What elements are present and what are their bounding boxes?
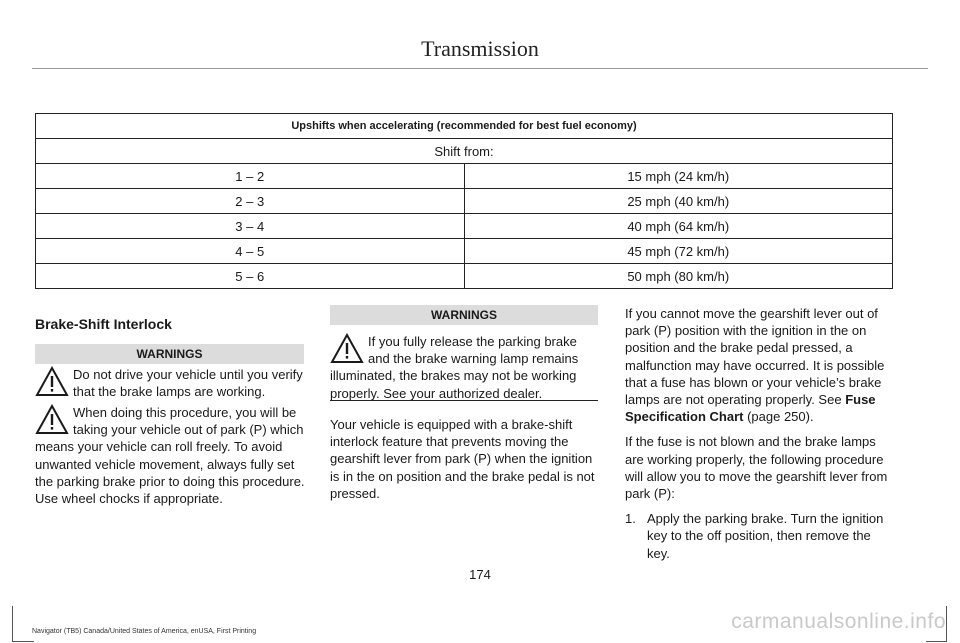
warning-end-divider [330,400,598,401]
table-row [36,164,893,189]
shift-cell: 3 – 4 [36,214,465,239]
warning-text: Do not drive your vehicle until you verify that the brake lamps are working. [73,367,303,400]
shift-cell: 5 – 6 [36,264,465,289]
speed-cell: 25 mph (40 km/h) [464,189,893,214]
warnings-banner: WARNINGS [330,305,598,325]
list-item [625,510,897,562]
speed-cell: 45 mph (72 km/h) [464,239,893,264]
page-title: Transmission [421,36,539,61]
crop-mark [946,606,947,642]
warning-triangle-icon [330,333,364,365]
section-heading: Brake-Shift Interlock [35,316,172,332]
table-title-row [36,114,893,139]
table-row [36,264,893,289]
speed-cell: 50 mph (80 km/h) [464,264,893,289]
table-row [36,189,893,214]
procedure-intro: If the fuse is not blown and the brake lamps are working properly, the following procedure will allow you to move the gearshift lever from park (P): [625,434,888,502]
warning-item [330,333,600,402]
page-number: 174 [469,567,491,582]
table-title: Upshifts when accelerating (recommended for best fuel economy) [36,114,893,139]
interlock-description: Your vehicle is equipped with a brake-shift interlock feature that prevents moving the gearshift lever from park (P) when the ignition is in the on position and the brake pedal is not pressed. [330,417,595,501]
title-divider [32,68,928,69]
warnings-banner: WARNINGS [35,344,304,364]
warning-triangle-icon [35,404,69,436]
warning-text: If you fully release the parking brake and the brake warning lamp remains illuminated, the brakes may not be working properly. See your authorized dealer. [330,334,579,401]
shift-cell: 4 – 5 [36,239,465,264]
warning-text: When doing this procedure, you will be taking your vehicle out of park (P) which means your vehicle can roll freely. To avoid unwanted vehicle movement, always fully set the parking brake prior to doing this procedure. Use wheel chocks if appropriate. [35,405,305,507]
table-row [36,214,893,239]
crop-mark [926,641,947,642]
speed-cell: 15 mph (24 km/h) [464,164,893,189]
speed-cell: 40 mph (64 km/h) [464,214,893,239]
malfunction-text: If you cannot move the gearshift lever out of park (P) position with the ignition in the on position and the brake pedal pressed, a malfunction may have occurred. It is possible that a fuse has blown or your vehicle’s brake lamps are not operating properly. See [625,306,885,408]
shift-cell: 2 – 3 [36,189,465,214]
upshift-table [35,113,893,289]
table-subheader: Shift from: [36,139,893,164]
step-text: Apply the parking brake. Turn the ignition key to the off position, then remove the key. [647,511,884,561]
warning-item [35,404,305,507]
page-reference: (page 250). [747,409,814,425]
edition-footer: Navigator (TB5) Canada/United States of America, enUSA, First Printing [32,628,257,635]
crop-mark [12,641,34,642]
table-subheader-row [36,139,893,164]
shift-cell: 1 – 2 [36,164,465,189]
warning-item [35,366,305,400]
fuse-chart-link[interactable]: Fuse Specification Chart [625,392,876,425]
table-row [36,239,893,264]
watermark: carmanualsonline.info [731,610,946,633]
warning-triangle-icon [35,366,69,398]
crop-mark [12,606,13,642]
right-column [625,305,897,562]
step-number: 1. [625,511,636,527]
malfunction-paragraph [625,305,897,425]
